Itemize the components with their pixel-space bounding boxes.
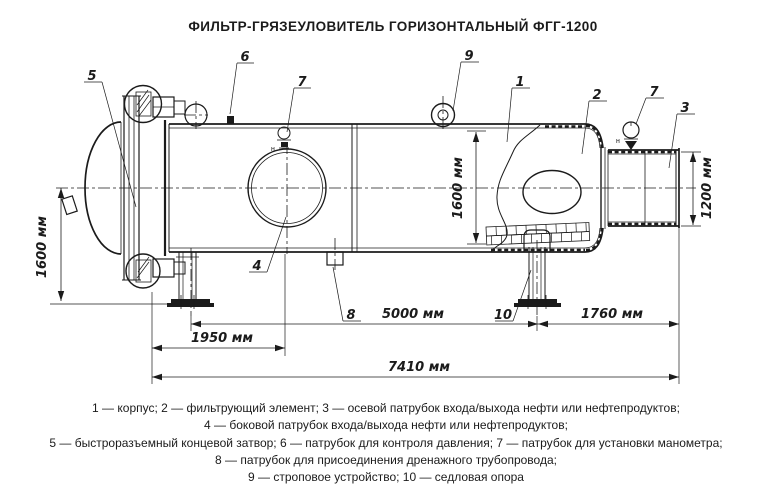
legend-line-5: 9 — строповое устройство; 10 — седловая опора — [248, 470, 524, 484]
svg-text:7: 7 — [649, 85, 659, 100]
svg-text:9: 9 — [464, 49, 474, 64]
svg-text:3: 3 — [680, 101, 690, 116]
legend-line-2: 4 — боковой патрубок входа/выхода нефти или нефтепродуктов; — [204, 418, 568, 432]
dim-pipe-diameter-label: 1200 мм — [700, 157, 715, 219]
legend-line-4: 8 — патрубок для присоединения дренажного трубопровода; — [215, 453, 557, 467]
drawing-title: ФИЛЬТР-ГРЯЗЕУЛОВИТЕЛЬ ГОРИЗОНТАЛЬНЫЙ ФГГ-1200 — [188, 19, 598, 34]
svg-text:7: 7 — [297, 75, 307, 90]
svg-text:4: 4 — [252, 259, 262, 274]
svg-text:1: 1 — [515, 75, 525, 90]
dim-total-length-label: 7410 мм — [388, 360, 450, 375]
pressure-nozzle — [227, 116, 234, 124]
valve-mark-left: н — [271, 146, 275, 153]
valve-mark-right: н — [616, 138, 620, 145]
svg-text:10: 10 — [493, 308, 513, 323]
dim-right-overhang-label: 1760 мм — [581, 307, 643, 322]
legend-line-3: 5 — быстроразъемный концевой затвор; 6 — патрубок для контроля давления; 7 — патрубок для установки манометра; — [49, 436, 723, 450]
dim-support-spacing-label: 5000 мм — [382, 307, 444, 322]
svg-text:5: 5 — [87, 69, 97, 84]
svg-text:6: 6 — [240, 50, 250, 65]
dim-nozzle-offset-label: 1950 мм — [191, 331, 253, 346]
legend-line-1: 1 — корпус; 2 — фильтрующий элемент; 3 — осевой патрубок входа/выхода нефти или нефтепродуктов; — [92, 401, 680, 415]
dim-shell-diameter-label: 1600 мм — [451, 157, 466, 219]
svg-text:8: 8 — [346, 308, 356, 323]
svg-text:2: 2 — [592, 88, 602, 103]
dim-axis-height-label: 1600 мм — [35, 216, 50, 278]
